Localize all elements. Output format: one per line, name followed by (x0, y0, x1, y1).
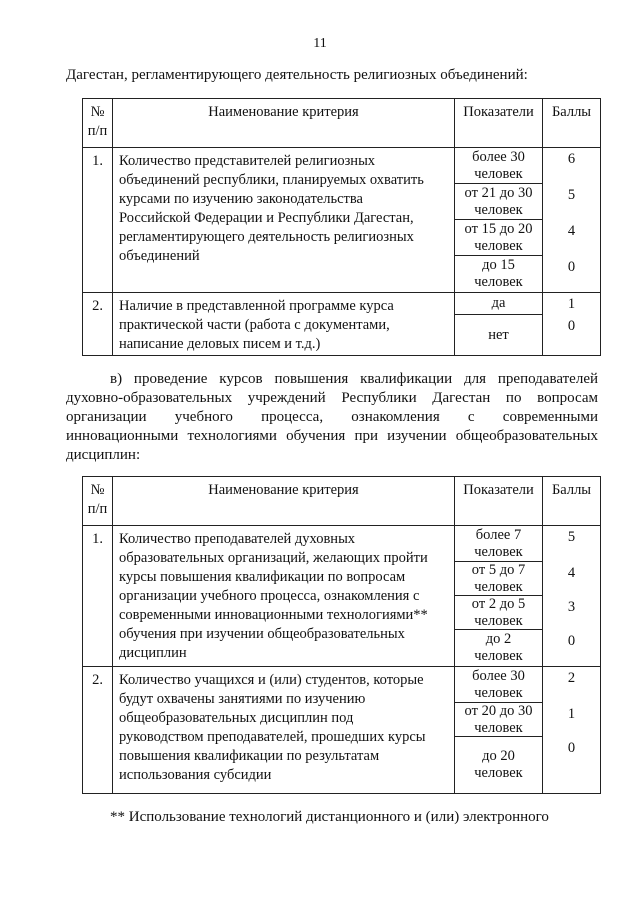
points-value: 0 (567, 259, 576, 275)
indicator-item (455, 703, 542, 737)
paragraph-v (66, 370, 598, 465)
criterion-line: объединений (119, 248, 200, 264)
indicator-item (455, 737, 542, 793)
indicator-item (455, 315, 542, 355)
criterion-line: руководством преподавателей, прошедших курсы (119, 729, 426, 745)
row-number: 2. (83, 667, 113, 794)
header-num-line: № (90, 104, 105, 120)
header-num-line: п/п (87, 501, 108, 517)
criterion-line: обучения при изучении общеобразовательных (119, 626, 405, 642)
header-name: Наименование критерия (113, 477, 455, 526)
criterion-line: современными инновационными технологиями** (119, 607, 428, 623)
criterion-line: повышения квалификации по результатам (119, 748, 380, 764)
criterion-line: использования субсидии (119, 767, 272, 783)
paragraph-line: инновационными технологиями обучения при изучении общеобразовательных (66, 428, 598, 444)
paragraph-line: организации учебного процесса, ознакомления с современными (66, 409, 598, 425)
indicator-line: человек (474, 201, 523, 218)
header-points: Баллы (543, 99, 601, 148)
criterion-name (113, 148, 455, 293)
criterion-line: Количество преподавателей духовных (119, 531, 356, 547)
indicator-line: более 7 (475, 526, 522, 543)
points-value: 1 (567, 296, 576, 312)
row-number: 1. (83, 526, 113, 667)
indicator-line: человек (474, 543, 523, 560)
indicator-line: от 15 до 20 (464, 220, 533, 237)
indicator-line: человек (474, 612, 523, 629)
indicator-line: человек (474, 274, 523, 290)
criterion-line: регламентирующего деятельность религиозных (119, 229, 414, 245)
points-cell (543, 293, 601, 356)
indicator-line: человек (474, 237, 523, 254)
indicator-item (455, 630, 542, 666)
points-value: 3 (567, 599, 576, 615)
criterion-line: курсы повышения квалификации по вопросам (119, 569, 406, 585)
criterion-line: написание деловых писем и т.д.) (119, 336, 321, 352)
criterion-line: Количество учащихся и (или) студентов, которые (119, 672, 424, 688)
points-cell (543, 667, 601, 794)
row-number: 1. (83, 148, 113, 293)
header-num (83, 99, 113, 148)
indicators-cell (455, 526, 543, 667)
points-value: 6 (567, 151, 576, 167)
criterion-line: общеобразовательных дисциплин под (119, 710, 354, 726)
points-value: 2 (567, 670, 576, 686)
indicator-line: человек (474, 578, 523, 595)
footnote: ** Использование технологий дистанционного и (или) электронного (110, 809, 549, 825)
page-number: 11 (313, 36, 327, 51)
header-num-line: п/п (87, 123, 108, 139)
indicators-cell (455, 148, 543, 293)
criterion-line: будут охвачены занятиями по изучению (119, 691, 366, 707)
criterion-line: объединений республики, планируемых охватить (119, 172, 424, 188)
criterion-line: курсами по изучению законодательства (119, 191, 363, 207)
criterion-line: Наличие в представленной программе курса (119, 298, 394, 314)
paragraph-line: дисциплин: (66, 447, 141, 463)
criterion-line: практической части (работа с документами, (119, 317, 390, 333)
indicator-line: до 20 (482, 748, 515, 764)
criterion-name (113, 667, 455, 794)
criterion-name (113, 526, 455, 667)
indicator-item (455, 526, 542, 562)
criteria-table-2 (82, 476, 601, 794)
row-number: 2. (83, 293, 113, 356)
indicator-item (455, 596, 542, 630)
indicator-line: от 21 до 30 (464, 184, 533, 201)
points-value: 4 (567, 223, 576, 239)
points-value: 0 (567, 318, 576, 334)
points-value: 4 (567, 565, 576, 581)
table-row (83, 293, 601, 356)
points-value: 0 (567, 740, 576, 756)
indicator-line: да (491, 295, 506, 311)
indicator-item (455, 562, 542, 596)
points-cell (543, 148, 601, 293)
indicator-line: более 30 (472, 667, 525, 684)
indicator-line: человек (474, 719, 523, 736)
header-name: Наименование критерия (113, 99, 455, 148)
indicator-line: человек (474, 684, 523, 701)
indicator-line: человек (474, 765, 523, 781)
criterion-line: образовательных организаций, желающих пройти (119, 550, 428, 566)
criterion-line: Российской Федерации и Республики Дагестан, (119, 210, 414, 226)
criteria-table-1 (82, 98, 601, 356)
indicator-item (455, 184, 542, 220)
indicator-line: от 20 до 30 (464, 702, 533, 719)
indicator-line: от 2 до 5 (471, 595, 526, 612)
header-num (83, 477, 113, 526)
criterion-line: дисциплин (119, 645, 187, 661)
header-num-line: № (90, 482, 105, 498)
criterion-line: организации учебного процесса, ознакомления с (119, 588, 420, 604)
indicator-line: до 2 (485, 631, 512, 647)
points-value: 5 (567, 529, 576, 545)
indicator-line: человек (474, 648, 523, 664)
points-value: 1 (567, 706, 576, 722)
indicator-line: человек (474, 165, 523, 182)
indicator-line: нет (488, 326, 509, 343)
header-points: Баллы (543, 477, 601, 526)
points-value: 0 (567, 633, 576, 649)
indicator-line: более 30 (472, 148, 525, 165)
table-header-row (83, 477, 601, 526)
indicator-item (455, 148, 542, 184)
header-indicators: Показатели (455, 477, 543, 526)
intro-line: Дагестан, регламентирующего деятельность религиозных объединений: (66, 67, 528, 83)
criterion-name (113, 293, 455, 356)
indicator-line: до 15 (482, 257, 515, 273)
table-header-row (83, 99, 601, 148)
indicators-cell (455, 293, 543, 356)
table-row (83, 148, 601, 293)
indicator-item (455, 220, 542, 256)
paragraph-line: в) проведение курсов повышения квалификации для преподавателей (110, 371, 598, 387)
indicator-item (455, 293, 542, 315)
indicator-item (455, 256, 542, 292)
paragraph-line: духовно-образовательных учреждений Республики Дагестан по вопросам (66, 390, 598, 406)
points-cell (543, 526, 601, 667)
indicator-line: от 5 до 7 (471, 561, 526, 578)
points-value: 5 (567, 187, 576, 203)
criterion-line: Количество представителей религиозных (119, 153, 376, 169)
table-row (83, 667, 601, 794)
indicators-cell (455, 667, 543, 794)
header-indicators: Показатели (455, 99, 543, 148)
table-row (83, 526, 601, 667)
indicator-item (455, 667, 542, 703)
